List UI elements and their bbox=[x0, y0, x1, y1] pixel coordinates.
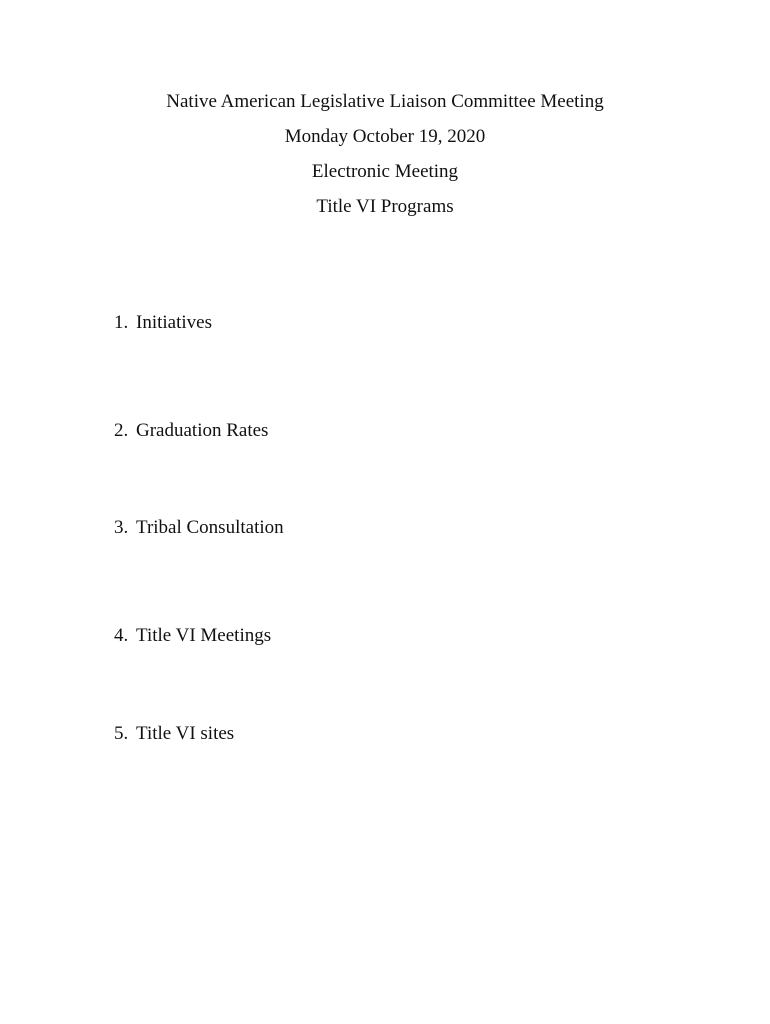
meeting-type: Electronic Meeting bbox=[311, 161, 459, 182]
agenda-item-text: Initiatives bbox=[136, 312, 212, 333]
agenda-item-number: 3. bbox=[114, 517, 129, 538]
agenda-item-text: Graduation Rates bbox=[136, 420, 269, 441]
agenda-item-graduation-rates bbox=[114, 420, 268, 442]
meeting-subject: Title VI Programs bbox=[316, 196, 454, 217]
agenda-item-number: 5. bbox=[114, 723, 129, 744]
agenda-item-title-vi-sites bbox=[114, 723, 234, 745]
agenda-item-text: Title VI Meetings bbox=[136, 625, 272, 646]
agenda-item-text: Tribal Consultation bbox=[136, 517, 284, 538]
meeting-title: Native American Legislative Liaison Committee Meeting bbox=[166, 91, 604, 112]
agenda-item-tribal-consultation bbox=[114, 517, 284, 539]
agenda-item-text: Title VI sites bbox=[136, 723, 235, 744]
agenda-item-title-vi-meetings bbox=[114, 625, 271, 647]
agenda-item-initiatives bbox=[114, 312, 212, 334]
agenda-item-number: 1. bbox=[114, 312, 129, 333]
meeting-date: Monday October 19, 2020 bbox=[284, 126, 486, 147]
agenda-item-number: 4. bbox=[114, 625, 129, 646]
document-header bbox=[0, 92, 770, 232]
agenda-item-number: 2. bbox=[114, 420, 129, 441]
